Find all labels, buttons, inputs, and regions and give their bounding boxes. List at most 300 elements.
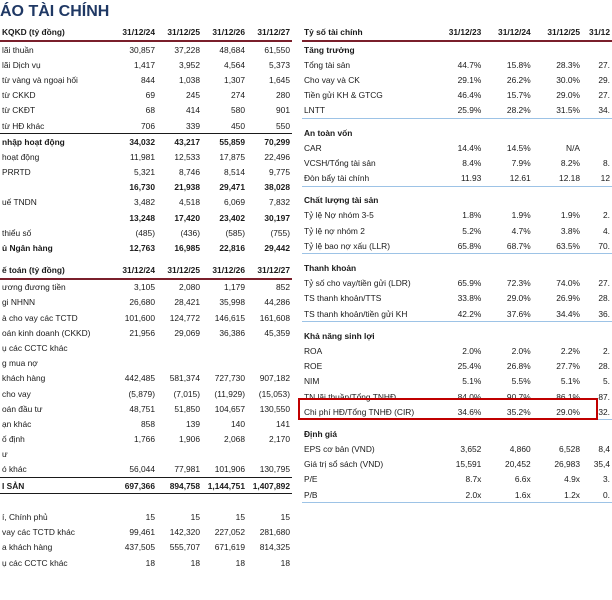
row-value: 44,286 — [264, 297, 290, 308]
row-value — [157, 340, 202, 355]
row-value: 14.4% — [457, 142, 482, 153]
row-label: P/B — [302, 487, 434, 503]
row-value: 104,657 — [214, 403, 245, 414]
header-date: 31/12/24 — [483, 24, 532, 41]
row-value: 18 — [190, 557, 200, 568]
row-value: 146,615 — [214, 312, 245, 323]
row-label: Giá trị sổ sách (VND) — [304, 459, 384, 470]
row-value: 17,875 — [219, 151, 245, 162]
row-label: í, Chính phủ — [2, 512, 48, 523]
row-value: 4,860 — [509, 444, 531, 455]
row-label: ương đương tiền — [2, 282, 66, 293]
row-value: (585) — [225, 227, 245, 238]
row-value: 2.0x — [434, 487, 483, 503]
row-value: 12,763 — [129, 243, 155, 254]
row-value: 28.2% — [483, 103, 532, 119]
row-value: 65.9% — [457, 278, 482, 289]
header-date: 31/12 — [582, 24, 612, 41]
row-value: (15,053) — [258, 388, 290, 399]
row-value: 4,518 — [179, 197, 200, 208]
header-date: 31/12/24 — [112, 262, 157, 279]
row-value: 142,320 — [169, 527, 200, 538]
row-value: 30,857 — [129, 44, 155, 55]
header-date: 31/12/27 — [247, 262, 292, 279]
row-value: 28. — [598, 361, 610, 372]
row-value: 68.7% — [483, 238, 532, 254]
row-value: 555,707 — [169, 542, 200, 553]
row-value: 26.9% — [556, 293, 580, 304]
row-value: 1,766 — [134, 434, 155, 445]
row-label — [0, 210, 112, 225]
row-label: Tỷ số cho vay/tiền gửi (LDR) — [304, 278, 411, 289]
row-value: 5,373 — [269, 59, 290, 70]
row-value: 580 — [231, 105, 245, 116]
row-value: 28. — [598, 293, 610, 304]
row-value — [582, 140, 612, 155]
row-value: 27. — [598, 278, 610, 289]
balance-row — [0, 279, 292, 295]
row-label: ROE — [304, 361, 323, 372]
section-name: Chất lượng tài sản — [304, 195, 379, 206]
row-label: Tỷ lệ bao nợ xấu (LLR) — [302, 238, 434, 254]
row-value: 2.2% — [560, 345, 580, 356]
row-value: 1.2x — [533, 487, 582, 503]
row-value: 5.1% — [560, 376, 580, 387]
header-label: Tỷ số tài chính — [302, 24, 434, 41]
row-value: 34.6% — [434, 404, 483, 420]
row-value: (5,879) — [128, 388, 155, 399]
row-label: lãi Dịch vụ — [2, 59, 41, 70]
row-value: 30,197 — [264, 212, 290, 223]
row-value — [112, 340, 157, 355]
row-value: 17,420 — [174, 212, 200, 223]
row-value: 814,325 — [259, 542, 290, 553]
header-label: ế toán (tỷ đồng) — [0, 262, 112, 279]
row-value: 37,228 — [174, 44, 200, 55]
row-value: 0. — [582, 487, 612, 503]
row-label — [0, 180, 112, 195]
balance-row — [0, 386, 292, 401]
left-panel — [0, 24, 292, 570]
ratio-row — [302, 291, 612, 306]
row-value: 281,680 — [259, 527, 290, 538]
income-row — [0, 72, 292, 87]
row-label: Tỷ lệ Nợ nhóm 3-5 — [304, 210, 374, 221]
row-value: 706 — [141, 120, 155, 131]
ratio-section-title — [302, 260, 612, 275]
row-label: thiểu số — [2, 227, 32, 238]
row-value: 2,068 — [224, 434, 245, 445]
row-value: 16,730 — [129, 182, 155, 193]
row-value: 6,528 — [559, 444, 580, 455]
ratio-row — [302, 57, 612, 72]
row-label: g mua nợ — [2, 358, 38, 369]
balance-sheet-table — [0, 262, 292, 571]
row-label: vay các TCTD khác — [2, 527, 75, 538]
row-value: 90.7% — [506, 391, 531, 402]
row-value: 139 — [186, 418, 200, 429]
row-label: I SẢN — [0, 478, 112, 494]
income-row — [0, 225, 292, 240]
row-value: 1,307 — [224, 74, 245, 85]
row-value: 4. — [603, 225, 610, 236]
ratios-header-row — [302, 24, 612, 41]
row-value: 5.1% — [462, 376, 482, 387]
row-value: 15.8% — [506, 59, 531, 70]
row-label: LNTT — [302, 103, 434, 119]
row-value: 22,496 — [264, 151, 290, 162]
row-value: (7,015) — [173, 388, 200, 399]
row-value: 30.0% — [556, 74, 580, 85]
row-label: cho vay — [2, 388, 31, 399]
ratio-row — [302, 171, 612, 187]
row-value: 3,105 — [134, 282, 155, 293]
row-value: 26,680 — [129, 297, 155, 308]
row-value: 15 — [190, 512, 200, 523]
row-value: 727,730 — [214, 373, 245, 384]
balance-header-row — [0, 262, 292, 279]
income-header-row — [0, 24, 292, 41]
row-value: 16,985 — [174, 243, 200, 254]
row-value: 130,550 — [259, 403, 290, 414]
ratio-row — [302, 472, 612, 487]
row-label: ROA — [304, 345, 323, 356]
row-value: 9,775 — [269, 167, 290, 178]
row-label: uế TNDN — [2, 197, 37, 208]
row-value: 42.2% — [434, 306, 483, 322]
row-value: 28,421 — [174, 297, 200, 308]
row-value: 1.9% — [511, 210, 531, 221]
row-value: 8,514 — [224, 167, 245, 178]
row-value: 697,366 — [112, 478, 157, 494]
row-value: 87. — [598, 391, 610, 402]
ratio-row — [302, 374, 612, 389]
ratio-row — [302, 457, 612, 472]
row-value: 3.8% — [560, 225, 580, 236]
balance-row — [0, 310, 292, 325]
row-value: 5. — [603, 376, 610, 387]
balance-row — [0, 555, 292, 570]
row-value: 2.0% — [511, 345, 531, 356]
row-value: 72.3% — [506, 278, 531, 289]
income-statement-table — [0, 24, 292, 262]
row-value: 34,032 — [112, 134, 157, 150]
row-value: 5.5% — [511, 376, 531, 387]
row-value: 36. — [582, 306, 612, 322]
row-value: 13,248 — [129, 212, 155, 223]
row-label: hoạt động — [2, 151, 40, 162]
row-value: 27. — [598, 59, 610, 70]
row-value: 5.2% — [462, 225, 482, 236]
row-value: 1.8% — [462, 210, 482, 221]
row-value: 4.9x — [564, 474, 580, 485]
row-value: 671,619 — [214, 542, 245, 553]
row-value: 8.7x — [465, 474, 482, 485]
row-value: 140 — [231, 418, 245, 429]
row-label: TN lãi thuần/Tổng TNHĐ — [304, 391, 397, 402]
row-value: 23,402 — [219, 212, 245, 223]
row-value: 18 — [280, 557, 290, 568]
row-value: 48,751 — [129, 403, 155, 414]
row-value: 31.5% — [533, 103, 582, 119]
row-value — [202, 340, 247, 355]
row-value: 14.5% — [506, 142, 531, 153]
row-value: N/A — [566, 142, 580, 153]
row-label: ủ Ngân hàng — [2, 243, 53, 254]
row-value: 74.0% — [556, 278, 580, 289]
row-label: Tổng tài sản — [304, 59, 351, 70]
row-value: 8. — [603, 157, 610, 168]
row-value: 907,182 — [259, 373, 290, 384]
row-value: 32. — [582, 404, 612, 420]
row-value: 35.2% — [483, 404, 532, 420]
header-date: 31/12/26 — [202, 24, 247, 41]
income-row — [0, 41, 292, 57]
row-value: 11.93 — [434, 171, 483, 187]
row-value: 227,052 — [214, 527, 245, 538]
row-value: 6,069 — [224, 197, 245, 208]
row-value: 280 — [276, 90, 290, 101]
row-value: 2. — [603, 210, 610, 221]
section-name: Tăng trưởng — [304, 44, 355, 55]
row-value — [202, 447, 247, 462]
row-label: từ CKĐT — [2, 105, 36, 116]
balance-row — [0, 325, 292, 340]
row-value: 12.18 — [533, 171, 582, 187]
balance-row — [0, 540, 292, 555]
row-value: 34. — [582, 103, 612, 119]
row-value: 8.4% — [462, 157, 482, 168]
row-value: 69 — [145, 90, 155, 101]
row-value: 51,850 — [174, 403, 200, 414]
report-title: ÁO TÀI CHÍNH — [0, 3, 110, 20]
section-name: Thanh khoản — [304, 263, 357, 274]
header-date: 31/12/25 — [157, 24, 202, 41]
row-value: 274 — [231, 90, 245, 101]
row-value: 29,471 — [219, 182, 245, 193]
row-value: 581,374 — [169, 373, 200, 384]
row-value: 84.0% — [457, 391, 482, 402]
row-label: ư — [2, 449, 8, 460]
ratio-section-title — [302, 41, 612, 57]
row-label: oán kinh doanh (CKKD) — [2, 327, 91, 338]
balance-row — [0, 371, 292, 386]
row-value: 101,906 — [214, 464, 245, 475]
ratio-row — [302, 140, 612, 155]
row-value: 29,069 — [174, 327, 200, 338]
income-row — [0, 103, 292, 118]
row-value: 63.5% — [533, 238, 582, 254]
row-value: 18 — [235, 557, 245, 568]
balance-row — [0, 416, 292, 431]
row-value: 43,217 — [157, 134, 202, 150]
row-label: NIM — [304, 376, 320, 387]
row-value: 27.7% — [556, 361, 580, 372]
row-value: 3,952 — [179, 59, 200, 70]
row-value: 29.1% — [457, 74, 482, 85]
row-value: 45,359 — [264, 327, 290, 338]
row-label: PRRTD — [2, 167, 31, 178]
row-value: 61,550 — [264, 44, 290, 55]
row-value: 68 — [145, 105, 155, 116]
balance-row — [0, 401, 292, 416]
row-value: 2,080 — [179, 282, 200, 293]
row-value: 12.61 — [483, 171, 532, 187]
row-value — [157, 447, 202, 462]
row-label: Tỷ lệ nợ nhóm 2 — [304, 225, 365, 236]
row-value: 29.0% — [556, 90, 580, 101]
row-value: 4.7% — [511, 225, 531, 236]
row-value: 5,321 — [134, 167, 155, 178]
row-value: 18 — [145, 557, 155, 568]
row-value: 7.9% — [511, 157, 531, 168]
row-value: 4,564 — [224, 59, 245, 70]
ratio-section-title — [302, 193, 612, 208]
row-value: 3,482 — [134, 197, 155, 208]
row-value: 858 — [141, 418, 155, 429]
row-value: 550 — [276, 120, 290, 131]
ratio-row — [302, 359, 612, 374]
row-value: 55,859 — [202, 134, 247, 150]
row-value — [247, 356, 292, 371]
row-value: 844 — [141, 74, 155, 85]
row-value: 3,652 — [460, 444, 482, 455]
row-value: 12 — [582, 171, 612, 187]
row-value: 2,170 — [269, 434, 290, 445]
row-label: từ vàng và ngoại hối — [2, 74, 78, 85]
income-row — [0, 180, 292, 195]
row-value: 15 — [145, 512, 155, 523]
financial-ratios-table — [302, 24, 612, 509]
row-value: 141 — [276, 418, 290, 429]
row-value — [202, 356, 247, 371]
row-value: 15.7% — [506, 90, 531, 101]
row-value: 37.6% — [483, 306, 532, 322]
row-value: 29. — [598, 74, 610, 85]
row-value: 70,299 — [247, 134, 292, 150]
row-label: TS thanh khoản/TTS — [304, 293, 382, 304]
row-label: lãi thuần — [2, 44, 34, 55]
row-label: CAR — [304, 142, 322, 153]
row-value: 65.8% — [434, 238, 483, 254]
row-value: 442,485 — [124, 373, 155, 384]
row-value: (11,929) — [214, 388, 245, 399]
income-row — [0, 210, 292, 225]
row-value: 11,981 — [130, 151, 155, 162]
income-row — [0, 118, 292, 134]
income-row — [0, 149, 292, 164]
row-value — [202, 494, 247, 510]
section-name: An toàn vốn — [304, 127, 353, 138]
header-date: 31/12/25 — [157, 262, 202, 279]
row-label: ụ các CCTC khác — [2, 342, 68, 353]
row-value: 22,816 — [219, 243, 245, 254]
row-label — [0, 494, 112, 510]
ratio-row — [302, 442, 612, 457]
header-date: 31/12/26 — [202, 262, 247, 279]
row-value: 21,938 — [174, 182, 200, 193]
row-value: 46.4% — [457, 90, 482, 101]
income-row — [0, 165, 292, 180]
row-value: 15,591 — [455, 459, 482, 470]
ratio-row — [302, 306, 612, 322]
row-label: oán đầu tư — [2, 403, 43, 414]
row-value — [157, 356, 202, 371]
row-label: khách hàng — [2, 373, 46, 384]
row-value: 29.0% — [506, 293, 531, 304]
row-value: 894,758 — [157, 478, 202, 494]
row-value: 29.0% — [533, 404, 582, 420]
balance-row — [0, 462, 292, 478]
row-value: 8,746 — [179, 167, 200, 178]
row-value: 1,645 — [269, 74, 290, 85]
row-value: 48,684 — [219, 44, 245, 55]
row-value: 2.0% — [462, 345, 482, 356]
row-value: 1,179 — [224, 282, 245, 293]
row-value: 245 — [186, 90, 200, 101]
row-label: từ CKKD — [2, 90, 36, 101]
row-value: 21,956 — [129, 327, 155, 338]
ratio-row — [302, 276, 612, 291]
income-row — [0, 240, 292, 255]
row-value — [112, 494, 157, 510]
row-value: 6.6x — [514, 474, 531, 485]
row-value: 339 — [186, 120, 200, 131]
row-value — [247, 340, 292, 355]
income-row — [0, 57, 292, 72]
row-label: Tiền gửi KH & GTCG — [304, 90, 383, 101]
header-date: 31/12/27 — [247, 24, 292, 41]
row-value: 7,832 — [269, 197, 290, 208]
row-value: 35,998 — [219, 297, 245, 308]
row-value: (485) — [135, 227, 155, 238]
spacer-row — [302, 503, 612, 510]
row-value: 15 — [280, 512, 290, 523]
row-value: 1,906 — [179, 434, 200, 445]
balance-row — [0, 525, 292, 540]
row-label: gi NHNN — [2, 297, 36, 308]
row-value: 852 — [276, 282, 290, 293]
ratio-section-title — [302, 328, 612, 343]
roe-highlight-box — [298, 398, 598, 420]
row-label: Cho vay và CK — [304, 74, 360, 85]
income-row — [0, 134, 292, 150]
section-name: Khả năng sinh lợi — [304, 330, 375, 341]
row-value — [247, 494, 292, 510]
row-value: 1.9% — [560, 210, 580, 221]
ratio-row — [302, 103, 612, 119]
header-date: 31/12/25 — [533, 24, 582, 41]
row-value: 26.8% — [506, 361, 531, 372]
row-value: 1,407,892 — [247, 478, 292, 494]
row-label: a khách hàng — [2, 542, 53, 553]
row-value: 1,038 — [179, 74, 200, 85]
ratio-row — [302, 208, 612, 223]
header-date: 31/12/23 — [434, 24, 483, 41]
ratio-row — [302, 88, 612, 103]
income-row — [0, 88, 292, 103]
balance-row — [0, 356, 292, 371]
ratio-section-title — [302, 125, 612, 140]
row-value: 3. — [603, 474, 610, 485]
row-label: nhập hoạt động — [0, 134, 112, 150]
row-value: 34.4% — [533, 306, 582, 322]
row-value — [112, 356, 157, 371]
income-row — [0, 195, 292, 210]
row-value: 26,983 — [554, 459, 580, 470]
row-value: 25.4% — [457, 361, 482, 372]
row-value: (755) — [270, 227, 290, 238]
